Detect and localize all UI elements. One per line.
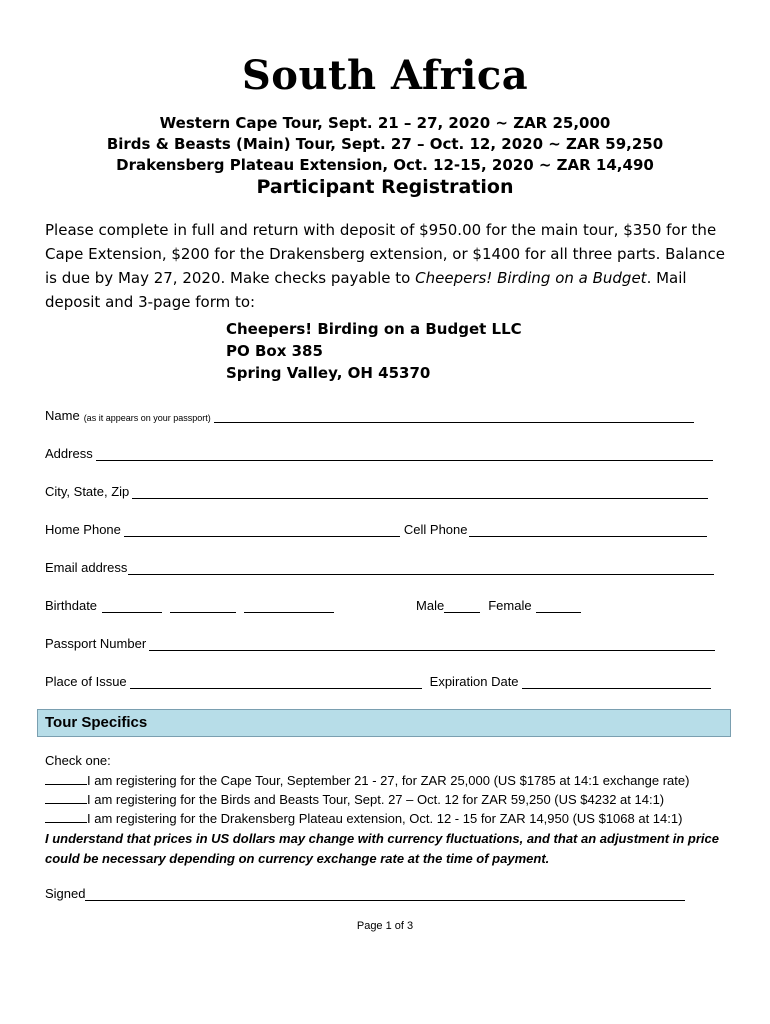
birthdate-year-field[interactable]: [244, 600, 334, 613]
option-drakensberg-checkline[interactable]: [45, 810, 87, 823]
address-row: [45, 446, 713, 461]
signature-field[interactable]: [85, 888, 685, 901]
city-state-zip-field[interactable]: [132, 486, 708, 499]
signed-label: Signed: [45, 886, 86, 901]
city-state-zip-label: City, State, Zip: [45, 484, 130, 499]
email-field[interactable]: [128, 562, 714, 575]
email-row: [45, 560, 714, 575]
mailing-address-line-2: PO Box 385: [226, 342, 323, 360]
option-cape-tour-text: I am registering for the Cape Tour, September 21 - 27, for ZAR 25,000 (US $1785 at 14:1 exchange rate): [87, 773, 690, 788]
currency-note: I understand that prices in US dollars may change with currency fluctuations, and that an adjustment in price could be necessary depending on currency exchange rate at the time of payment.: [45, 831, 719, 866]
birthdate-day-field[interactable]: [170, 600, 236, 613]
cell-phone-field[interactable]: [469, 524, 707, 537]
tour-line-main: Birds & Beasts (Main) Tour, Sept. 27 – Oct. 12, 2020 ~ ZAR 59,250: [106, 135, 664, 153]
tour-specifics-heading: Tour Specifics: [37, 709, 731, 737]
issue-row: [45, 674, 711, 689]
intro-text-end: . Mail deposit and 3-page form to:: [45, 269, 687, 311]
option-cape-tour-checkline[interactable]: [45, 772, 87, 785]
page-title: South Africa: [241, 52, 529, 99]
birthdate-month-field[interactable]: [102, 600, 162, 613]
expiration-date-field[interactable]: [522, 676, 711, 689]
female-label: Female: [488, 598, 532, 613]
tour-line-cape: Western Cape Tour, Sept. 21 – 27, 2020 ~ ZAR 25,000: [159, 114, 611, 132]
expiration-date-label: Expiration Date: [429, 674, 519, 689]
home-phone-label: Home Phone: [45, 522, 121, 537]
form-subtitle: Participant Registration: [256, 176, 514, 198]
name-label: Name: [45, 408, 80, 423]
option-cape-tour: [45, 772, 689, 788]
male-field[interactable]: [444, 600, 480, 613]
payee-name: Cheepers! Birding on a Budget: [415, 269, 647, 287]
page-number: Page 1 of 3: [356, 920, 414, 932]
home-phone-field[interactable]: [124, 524, 400, 537]
passport-number-field[interactable]: [149, 638, 715, 651]
birthdate-label: Birthdate: [45, 598, 98, 613]
option-main-tour-checkline[interactable]: [45, 791, 87, 804]
birthdate-row: [45, 598, 581, 613]
place-of-issue-field[interactable]: [130, 676, 422, 689]
name-note: (as it appears on your passport): [83, 413, 211, 423]
intro-paragraph: [45, 218, 725, 314]
name-row: [45, 408, 694, 423]
passport-number-label: Passport Number: [45, 636, 147, 651]
option-main-tour: [45, 791, 664, 807]
phone-row: [45, 522, 707, 537]
mailing-address-line-1: Cheepers! Birding on a Budget LLC: [226, 320, 522, 338]
email-label: Email address: [45, 560, 128, 575]
mailing-address-line-3: Spring Valley, OH 45370: [226, 364, 431, 382]
address-label: Address: [45, 446, 93, 461]
check-one-label: Check one:: [45, 753, 111, 768]
signature-row: [45, 886, 685, 901]
intro-text: Please complete in full and return with deposit of $950.00 for the main tour, $350 for the Cape Extension, $200 for the Drakensberg extension, or $1400 for all three parts. Balance is due by May 27, 2020. Make checks payable to: [45, 221, 725, 287]
option-drakensberg-text: I am registering for the Drakensberg Plateau extension, Oct. 12 - 15 for ZAR 14,950 (US $1068 at 14:1): [87, 811, 683, 826]
place-of-issue-label: Place of Issue: [45, 674, 127, 689]
option-drakensberg: [45, 810, 682, 826]
male-label: Male: [416, 598, 445, 613]
address-field[interactable]: [96, 448, 713, 461]
passport-row: [45, 636, 715, 651]
name-field[interactable]: [214, 410, 694, 423]
tour-line-drakensberg: Drakensberg Plateau Extension, Oct. 12-15, 2020 ~ ZAR 14,490: [116, 156, 654, 174]
female-field[interactable]: [536, 600, 581, 613]
cell-phone-label: Cell Phone: [403, 522, 468, 537]
option-main-tour-text: I am registering for the Birds and Beasts Tour, Sept. 27 – Oct. 12 for ZAR 59,250 (US $4232 at 14:1): [87, 792, 665, 807]
city-row: [45, 484, 708, 499]
